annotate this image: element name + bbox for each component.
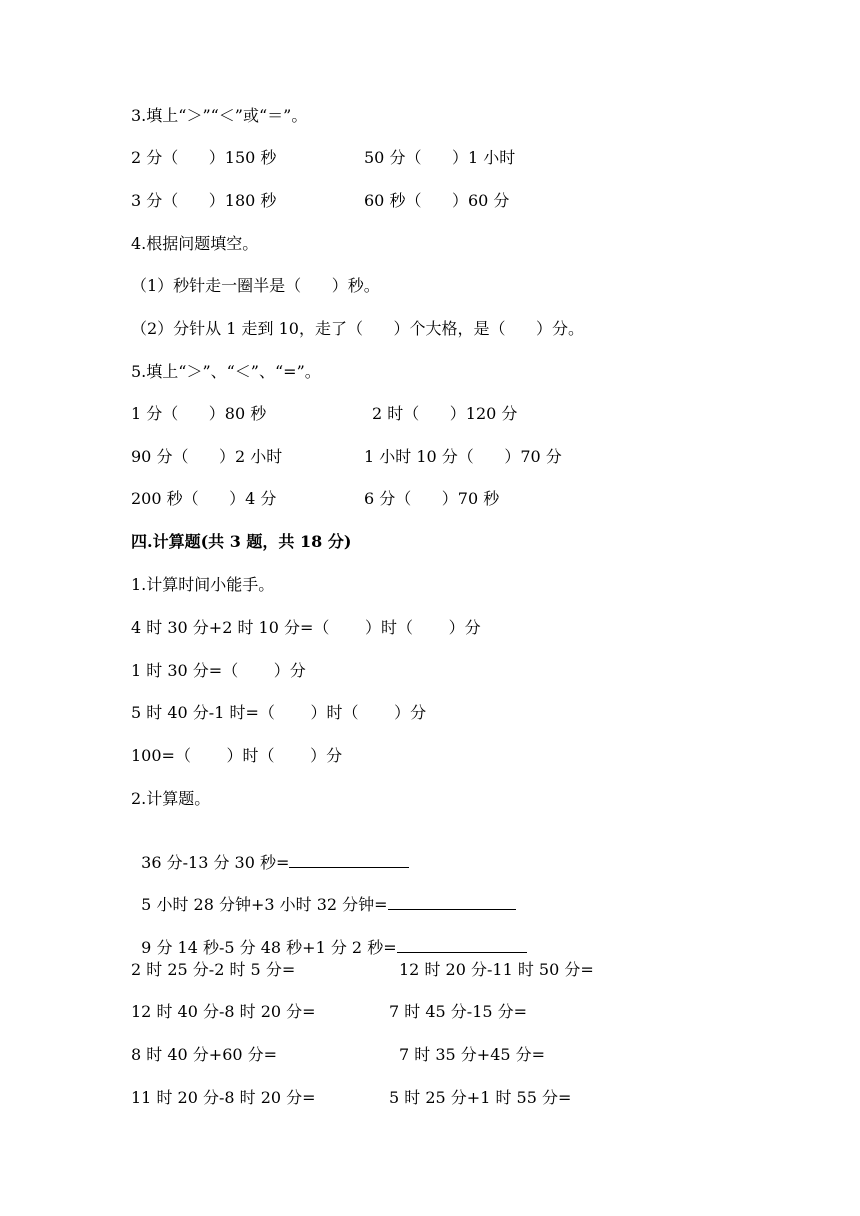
section4-item2: （2）分针从 1 走到 10，走了（ ）个大格，是（ ）分。	[131, 319, 585, 338]
section5-row3-right: 6 分（ ）70 秒	[364, 489, 500, 508]
q2-heading: 2.计算题。	[131, 789, 211, 808]
section3-row2-left: 3 分（ ）180 秒	[131, 191, 277, 210]
section3-row1-left: 2 分（ ）150 秒	[131, 148, 277, 167]
part4-title: 四.计算题(共 3 题，共 18 分)	[131, 532, 352, 551]
section5-heading: 5.填上“＞”、“＜”、“=”。	[131, 362, 321, 381]
section3-row2-right: 60 秒（ ）60 分	[364, 191, 510, 210]
section5-row1-left: 1 分（ ）80 秒	[131, 404, 267, 423]
section3-heading: 3.填上“＞”“＜”或“＝”。	[131, 106, 308, 125]
q2-fill-line1-text: 36 分-13 分 30 秒=	[141, 853, 290, 872]
q1-line2: 1 时 30 分=（ ）分	[131, 661, 306, 680]
section5-row2-right: 1 小时 10 分（ ）70 分	[364, 447, 562, 466]
section5-row2-left: 90 分（ ）2 小时	[131, 447, 283, 466]
section3-row1-right: 50 分（ ）1 小时	[364, 148, 516, 167]
section4-item1: （1）秒针走一圈半是（ ）秒。	[131, 276, 380, 295]
q2-fill-line2	[131, 874, 516, 915]
q1-line3: 5 时 40 分-1 时=（ ）时（ ）分	[131, 703, 427, 722]
answer-blank[interactable]	[397, 937, 527, 953]
q2-fill-line1	[131, 832, 409, 873]
q2-row4-right: 5 时 25 分+1 时 55 分=	[389, 1088, 572, 1107]
q2-row2-left: 12 时 40 分-8 时 20 分=	[131, 1002, 316, 1021]
q2-row1-left: 2 时 25 分-2 时 5 分=	[131, 960, 296, 979]
q2-row3-right: 7 时 35 分+45 分=	[399, 1045, 546, 1064]
q2-fill-line3-text: 9 分 14 秒-5 分 48 秒+1 分 2 秒=	[141, 938, 397, 957]
q2-row1-right: 12 时 20 分-11 时 50 分=	[399, 960, 594, 979]
q1-line1: 4 时 30 分+2 时 10 分=（ ）时（ ）分	[131, 618, 481, 637]
q1-line4: 100=（ ）时（ ）分	[131, 746, 343, 765]
q2-row4-left: 11 时 20 分-8 时 20 分=	[131, 1088, 316, 1107]
q2-row3-left: 8 时 40 分+60 分=	[131, 1045, 278, 1064]
section5-row3-left: 200 秒（ ）4 分	[131, 489, 277, 508]
q2-row2-right: 7 时 45 分-15 分=	[389, 1002, 528, 1021]
q2-fill-line2-text: 5 小时 28 分钟+3 小时 32 分钟=	[141, 895, 388, 914]
answer-blank[interactable]	[289, 852, 409, 868]
q2-fill-line3	[131, 917, 527, 958]
section4-heading: 4.根据问题填空。	[131, 234, 259, 253]
answer-blank[interactable]	[388, 894, 516, 910]
q1-heading: 1.计算时间小能手。	[131, 575, 275, 594]
section5-row1-right: 2 时（ ）120 分	[372, 404, 518, 423]
